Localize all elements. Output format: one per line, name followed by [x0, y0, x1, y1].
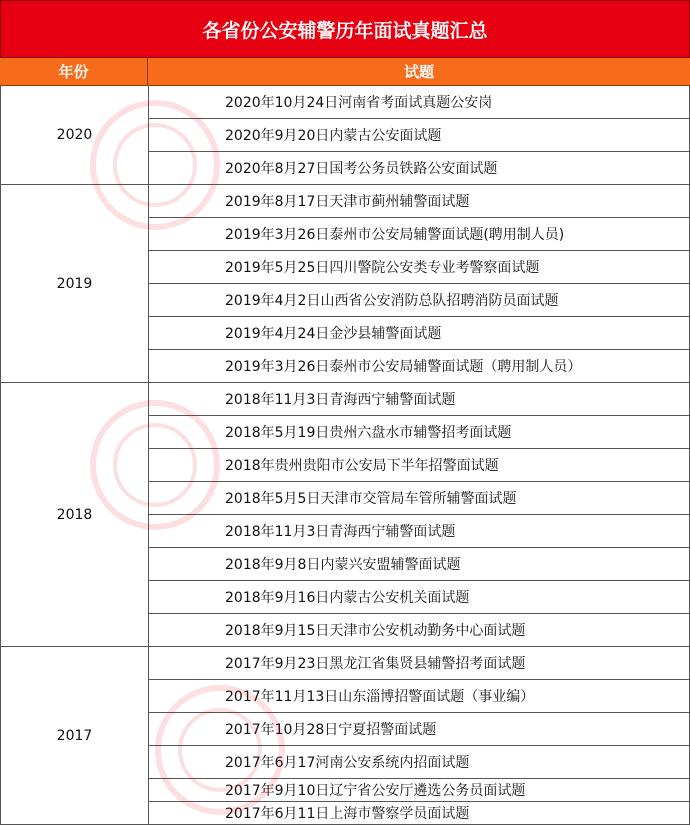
table-header: [0, 58, 690, 86]
question-item: 2017年9月23日黑龙江省集贤县辅警招考面试题: [149, 647, 690, 680]
question-item: 2017年6月11日上海市警察学员面试题: [149, 802, 690, 825]
question-item: 2017年9月10日辽宁省公安厅遴选公务员面试题: [149, 779, 690, 802]
question-item: 2017年11月13日山东淄博招警面试题（事业编）: [149, 680, 690, 713]
question-item: 2018年9月16日内蒙古公安机关面试题: [149, 581, 690, 614]
question-item: 2019年4月24日金沙县辅警面试题: [149, 317, 690, 350]
question-item: 2018年9月8日内蒙兴安盟辅警面试题: [149, 548, 690, 581]
question-item: 2019年5月25日四川警院公安类专业考警察面试题: [149, 251, 690, 284]
question-item: 2018年贵州贵阳市公安局下半年招警面试题: [149, 449, 690, 482]
question-item: 2020年9月20日内蒙古公安面试题: [149, 119, 690, 152]
year-cell: 2017: [1, 647, 149, 825]
question-item: 2017年10月28日宁夏招警面试题: [149, 713, 690, 746]
questions-table: [0, 86, 690, 825]
question-item: 2019年4月2日山西省公安消防总队招聘消防员面试题: [149, 284, 690, 317]
question-item: 2018年5月5日天津市交管局车管所辅警面试题: [149, 482, 690, 515]
question-column-header: 试题: [403, 63, 434, 81]
year-column-header: 年份: [0, 58, 148, 85]
question-item: 2019年3月26日泰州市公安局辅警面试题(聘用制人员): [149, 218, 690, 251]
year-cell: 2019: [1, 185, 149, 383]
question-item: 2020年10月24日河南省考面试真题公安岗: [149, 86, 690, 119]
year-cell: 2020: [1, 86, 149, 185]
question-item: 2018年9月15日天津市公安机动勤务中心面试题: [149, 614, 690, 647]
question-item: 2019年3月26日泰州市公安局辅警面试题（聘用制人员）: [149, 350, 690, 383]
question-item: 2019年8月17日天津市蓟州辅警面试题: [149, 185, 690, 218]
question-item: 2020年8月27日国考公务员铁路公安面试题: [149, 152, 690, 185]
question-item: 2018年11月3日青海西宁辅警面试题: [149, 383, 690, 416]
year-cell: 2018: [1, 383, 149, 647]
question-item: 2017年6月17河南公安系统内招面试题: [149, 746, 690, 779]
question-item: 2018年11月3日青海西宁辅警面试题: [149, 515, 690, 548]
question-item: 2018年5月19日贵州六盘水市辅警招考面试题: [149, 416, 690, 449]
page-title: 各省份公安辅警历年面试真题汇总: [0, 0, 690, 58]
